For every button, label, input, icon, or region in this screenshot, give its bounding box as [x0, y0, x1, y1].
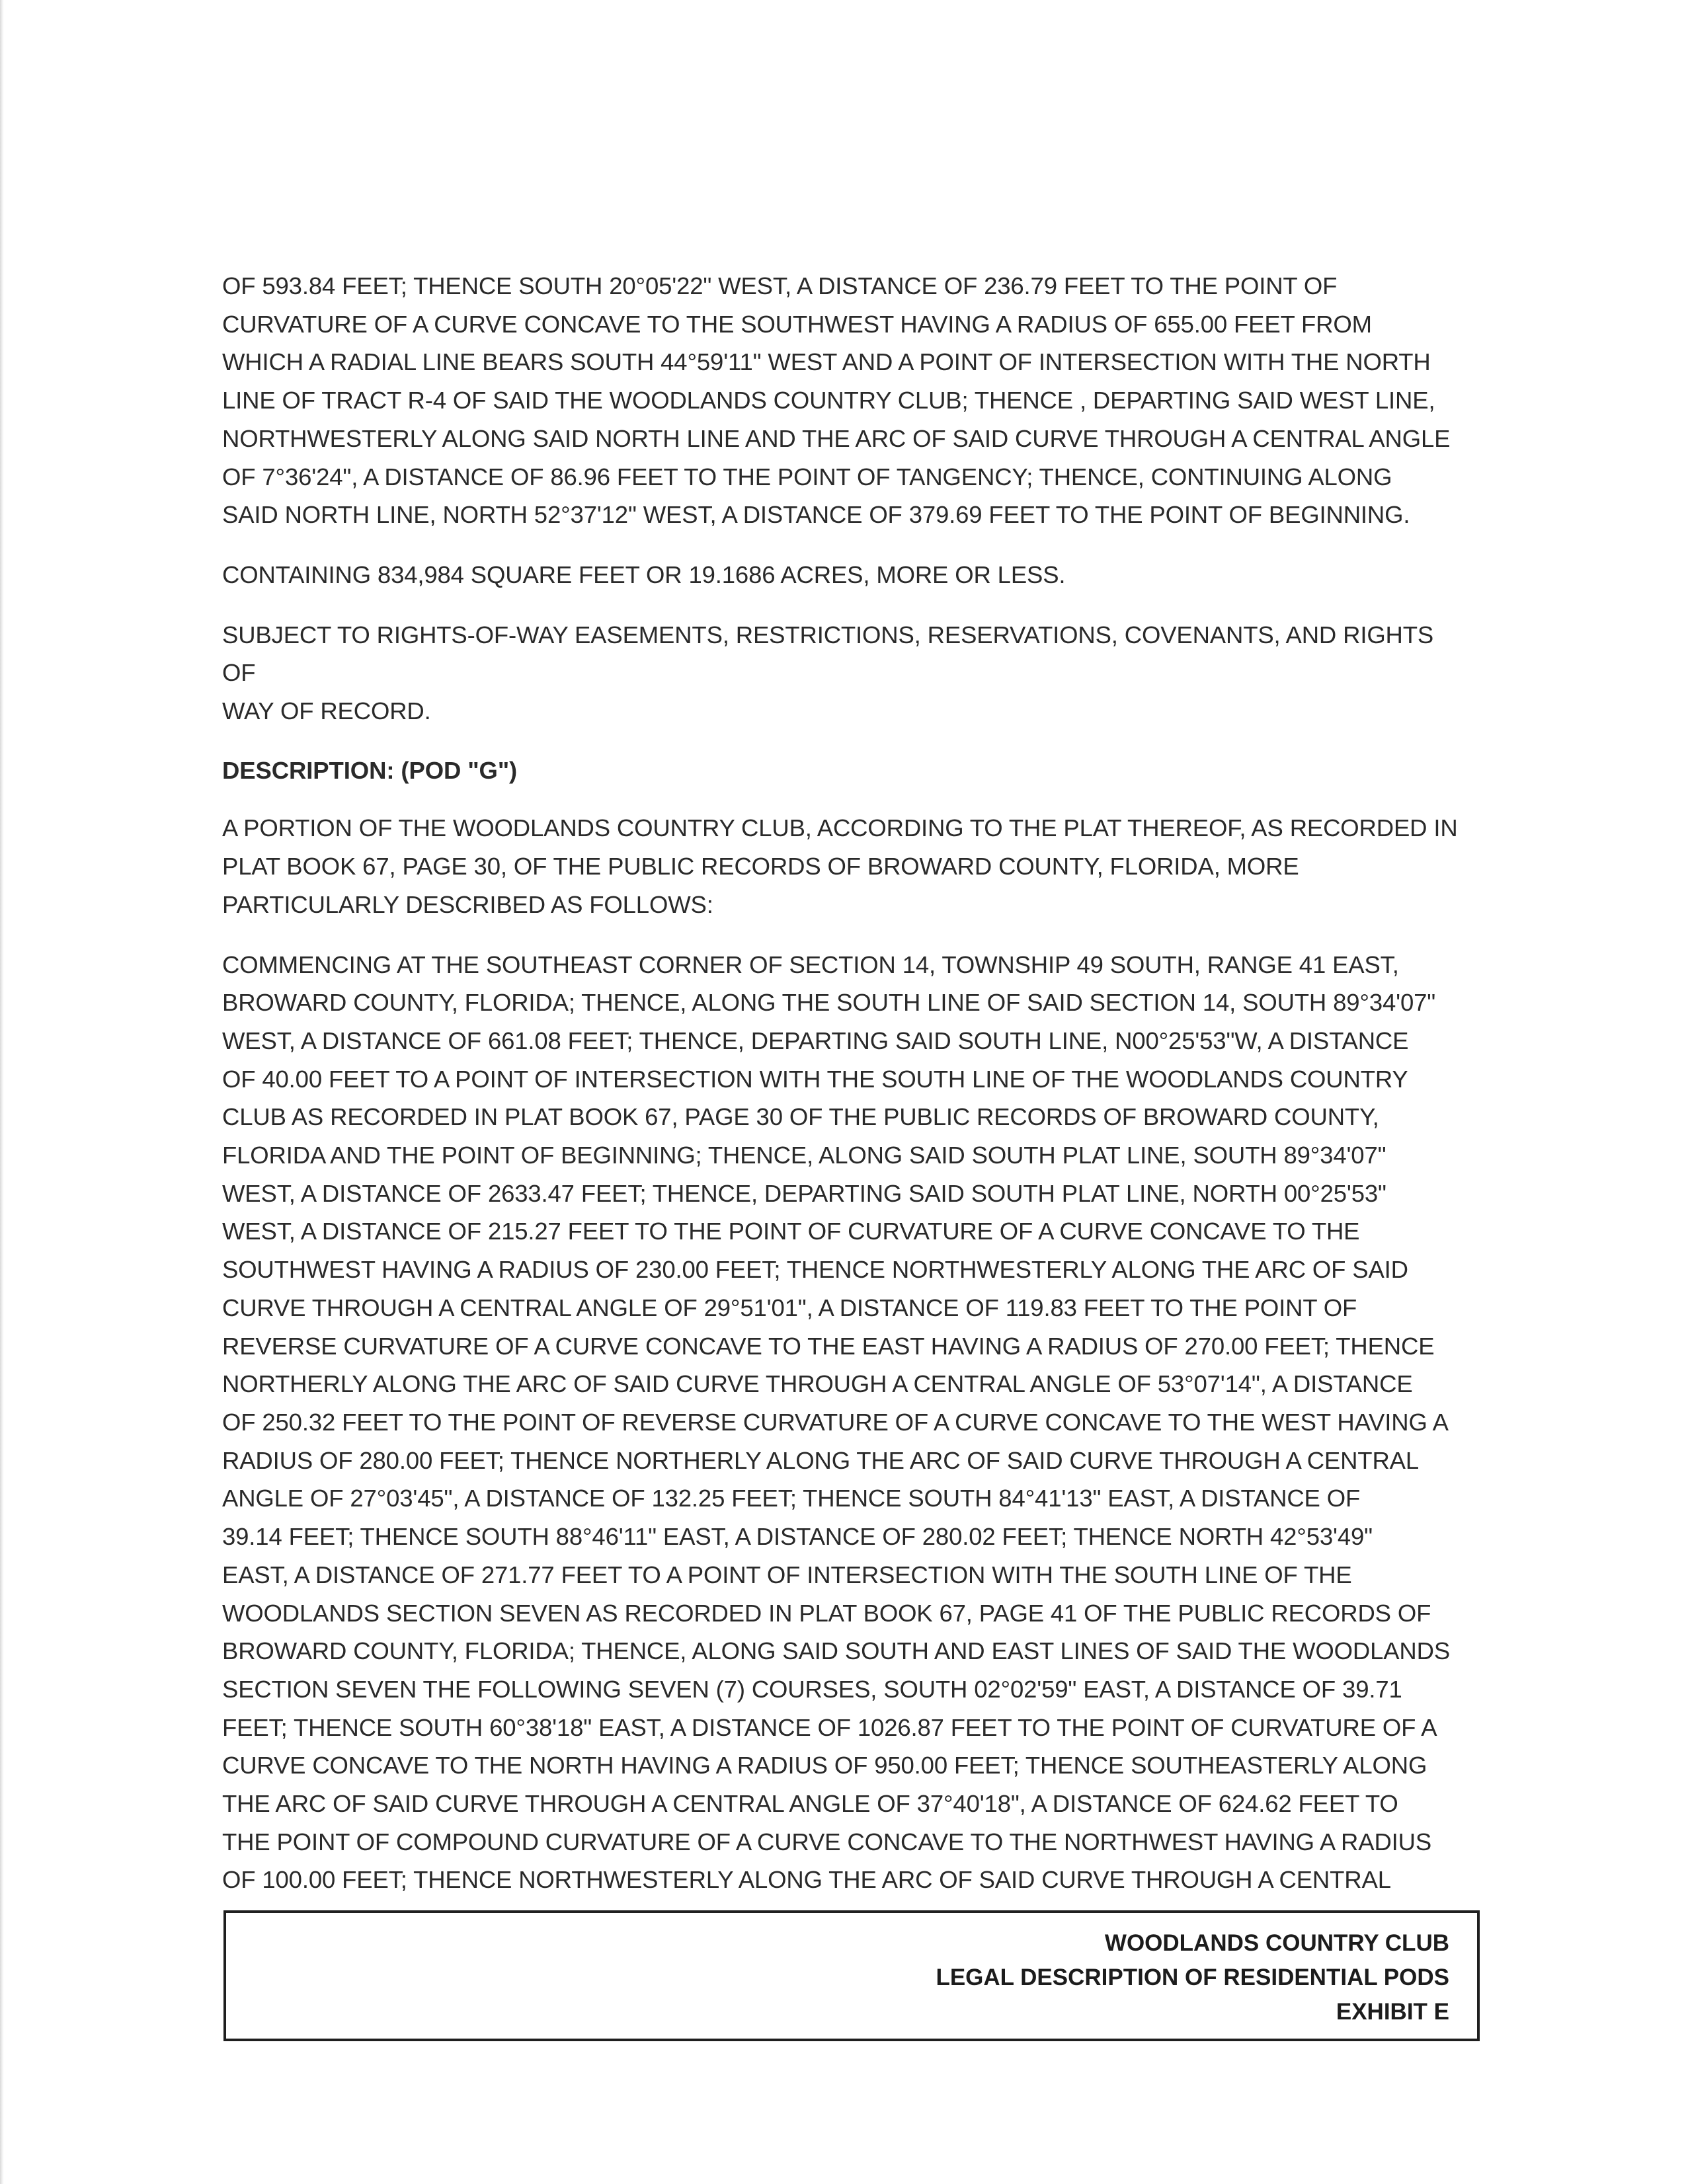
section-heading-pod-g: DESCRIPTION: (POD "G"): [222, 756, 518, 784]
portion-intro-paragraph: A PORTION OF THE WOODLANDS COUNTRY CLUB, ACCORDING TO THE PLAT THEREOF, AS RECORDED IN PLAT BOOK 67, PAGE 30, OF THE PUBLIC RECORDS OF BROWARD COUNTY, FLORIDA, MORE PARTICULARLY DESCRIBED AS FOLLOWS:: [222, 814, 1458, 918]
title-block-exhibit-label: EXHIBIT E: [1336, 1999, 1449, 2025]
containing-area-statement: CONTAINING 834,984 SQUARE FEET OR 19.1686 ACRES, MORE OR LESS.: [222, 561, 1066, 588]
title-block-lines: [936, 1926, 1449, 2029]
title-block-project-name: WOODLANDS COUNTRY CLUB: [1104, 1930, 1449, 1956]
commencing-paragraph: COMMENCING AT THE SOUTHEAST CORNER OF SECTION 14, TOWNSHIP 49 SOUTH, RANGE 41 EAST, BROWARD COUNTY, FLORIDA; THENCE, ALONG THE SOUTH LINE OF SAID SECTION 14, SOUTH 89°34'07" WEST, A DISTANCE OF 661.08 FEET; THENCE, DEPARTING SAID SOUTH LINE, N00°25'53"W, A DISTANCE OF 40.00 FEET TO A POINT OF INTERSECTION WITH THE SOUTH LINE OF THE WOODLANDS COUNTRY CLUB AS RECORDED IN PLAT BOOK 67, PAGE 30 OF THE PUBLIC RECORDS OF BROWARD COUNTY, FLORIDA AND THE POINT OF BEGINNING; THENCE, ALONG SAID SOUTH PLAT LINE, SOUTH 89°34'07" WEST, A DISTANCE OF 2633.47 FEET; THENCE, DEPARTING SAID SOUTH PLAT LINE, NORTH 00°25'53" WEST, A DISTANCE OF 215.27 FEET TO THE POINT OF CURVATURE OF A CURVE CONCAVE TO THE SOUTHWEST HAVING A RADIUS OF 230.00 FEET; THENCE NORTHWESTERLY ALONG THE ARC OF SAID CURVE THROUGH A CENTRAL ANGLE OF 29°51'01", A DISTANCE OF 119.83 FEET TO THE POINT OF REVERSE CURVATURE OF A CURVE CONCAVE TO THE EAST HAVING A RADIUS OF 270.00 FEET; THENCE NORTHERLY ALONG THE ARC OF SAID CURVE THROUGH A CENTRAL ANGLE OF 53°07'14", A DISTANCE OF 250.32 FEET TO THE POINT OF REVERSE CURVATURE OF A CURVE CONCAVE TO THE WEST HAVING A RADIUS OF 280.00 FEET; THENCE NORTHERLY ALONG THE ARC OF SAID CURVE THROUGH A CENTRAL ANGLE OF 27°03'45", A DISTANCE OF 132.25 FEET; THENCE SOUTH 84°41'13" EAST, A DISTANCE OF 39.14 FEET; THENCE SOUTH 88°46'11" EAST, A DISTANCE OF 280.02 FEET; THENCE NORTH 42°53'49" EAST, A DISTANCE OF 271.77 FEET TO A POINT OF INTERSECTION WITH THE SOUTH LINE OF THE WOODLANDS SECTION SEVEN AS RECORDED IN PLAT BOOK 67, PAGE 41 OF THE PUBLIC RECORDS OF BROWARD COUNTY, FLORIDA; THENCE, ALONG SAID SOUTH AND EAST LINES OF SAID THE WOODLANDS SECTION SEVEN THE FOLLOWING SEVEN (7) COURSES, SOUTH 02°02'59" EAST, A DISTANCE OF 39.71 FEET; THENCE SOUTH 60°38'18" EAST, A DISTANCE OF 1026.87 FEET TO THE POINT OF CURVATURE OF A CURVE CONCAVE TO THE NORTH HAVING A RADIUS OF 950.00 FEET; THENCE SOUTHEASTERLY ALONG THE ARC OF SAID CURVE THROUGH A CENTRAL ANGLE OF 37°40'18", A DISTANCE OF 624.62 FEET TO THE POINT OF COMPOUND CURVATURE OF A CURVE CONCAVE TO THE NORTHWEST HAVING A RADIUS OF 100.00 FEET; THENCE NORTHWESTERLY ALONG THE ARC OF SAID CURVE THROUGH A CENTRAL: [222, 951, 1451, 1894]
title-block-document-title: LEGAL DESCRIPTION OF RESIDENTIAL PODS: [936, 1965, 1449, 1990]
scan-edge-shadow: [0, 0, 4, 2184]
paragraph-continuation: OF 593.84 FEET; THENCE SOUTH 20°05'22" WEST, A DISTANCE OF 236.79 FEET TO THE POINT OF CURVATURE OF A CURVE CONCAVE TO THE SOUTHWEST HAVING A RADIUS OF 655.00 FEET FROM WHICH A RADIAL LINE BEARS SOUTH 44°59'11" WEST AND A POINT OF INTERSECTION WITH THE NORTH LINE OF TRACT R-4 OF SAID THE WOODLANDS COUNTRY CLUB; THENCE , DEPARTING SAID WEST LINE, NORTHWESTERLY ALONG SAID NORTH LINE AND THE ARC OF SAID CURVE THROUGH A CENTRAL ANGLE OF 7°36'24", A DISTANCE OF 86.96 FEET TO THE POINT OF TANGENCY; THENCE, CONTINUING ALONG SAID NORTH LINE, NORTH 52°37'12" WEST, A DISTANCE OF 379.69 FEET TO THE POINT OF BEGINNING.: [222, 272, 1451, 529]
document-body: [222, 267, 1465, 1899]
exhibit-title-block: [223, 1910, 1480, 2041]
subject-to-statement: SUBJECT TO RIGHTS-OF-WAY EASEMENTS, RESTRICTIONS, RESERVATIONS, COVENANTS, AND RIGHTS OF WAY OF RECORD.: [222, 621, 1434, 725]
